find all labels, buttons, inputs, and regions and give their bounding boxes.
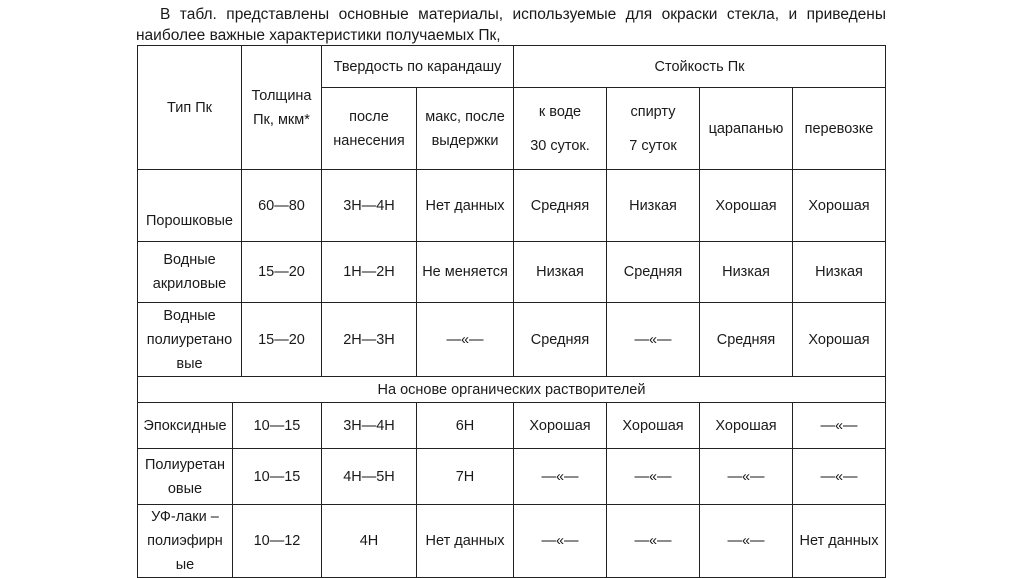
header-resistance: Стойкость Пк xyxy=(514,46,886,88)
header-transport: перевозке xyxy=(793,88,886,170)
row-name-line3: ые xyxy=(175,557,195,573)
row-water: Хорошая xyxy=(514,403,607,449)
row-thickness: 10—15 xyxy=(233,449,322,505)
row-hardness-after: 1H—2H xyxy=(322,242,417,303)
intro-paragraph: В табл. представлены основные материалы, используемые для окраски стекла, и приведены наиболее важные характеристики получаемых Пк, xyxy=(136,6,886,44)
row-hardness-max: Нет данных xyxy=(417,170,514,242)
row-water: Средняя xyxy=(514,170,607,242)
row-water: —«— xyxy=(514,449,607,505)
row-name-line1: Полиуретан xyxy=(144,456,225,473)
row-name-line2: акриловые xyxy=(152,276,227,292)
row-spirit: —«— xyxy=(607,505,700,578)
row-name: Эпоксидные xyxy=(138,403,233,449)
row-name: Порошковые xyxy=(138,170,242,242)
row-transport: —«— xyxy=(793,403,886,449)
header-max-line1: макс, после xyxy=(425,108,505,125)
row-name-line3: вые xyxy=(176,355,203,372)
row-transport: Хорошая xyxy=(793,303,886,377)
header-thickness-line2: Пк, мкм* xyxy=(253,111,310,128)
header-scratch: царапанью xyxy=(700,88,793,170)
row-name xyxy=(138,505,233,578)
row-name-line2: полиуретано xyxy=(146,331,233,348)
header-water xyxy=(514,88,607,170)
row-name-line1: Водные xyxy=(163,252,216,268)
header-water-line2: 30 суток. xyxy=(530,137,590,154)
row-spirit: Низкая xyxy=(607,170,700,242)
row-scratch: Низкая xyxy=(700,242,793,303)
row-name-line1: УФ-лаки – xyxy=(151,509,219,525)
row-spirit: Средняя xyxy=(607,242,700,303)
header-after-line1: после xyxy=(349,108,389,125)
row-hardness-after: 3H—4H xyxy=(322,403,417,449)
section-row xyxy=(138,377,886,403)
row-hardness-after: 3H—4H xyxy=(322,170,417,242)
row-scratch: Средняя xyxy=(700,303,793,377)
row-spirit: —«— xyxy=(607,303,700,377)
row-spirit: —«— xyxy=(607,449,700,505)
header-hardness-after xyxy=(322,88,417,170)
row-spirit: Хорошая xyxy=(607,403,700,449)
row-thickness: 10—12 xyxy=(233,505,322,578)
row-name-line2: полиэфирн xyxy=(147,533,223,549)
row-scratch: —«— xyxy=(700,505,793,578)
row-hardness-after: 2H—3H xyxy=(322,303,417,377)
header-hardness: Твердость по карандашу xyxy=(322,46,514,88)
header-spirit-line2: 7 суток xyxy=(629,137,677,154)
header-water-line1: к воде xyxy=(538,103,582,120)
row-hardness-after: 4H xyxy=(322,505,417,578)
header-hardness-max xyxy=(417,88,514,170)
row-transport: —«— xyxy=(793,449,886,505)
header-after-line2: нанесения xyxy=(333,132,405,149)
row-transport: Нет данных xyxy=(793,505,886,578)
row-scratch: Хорошая xyxy=(700,170,793,242)
header-row-1 xyxy=(138,46,886,88)
header-max-line2: выдержки xyxy=(431,132,499,149)
row-name-line2: овые xyxy=(167,480,203,497)
header-thickness-line1: Толщина xyxy=(251,87,312,104)
table-row xyxy=(138,403,886,449)
row-transport: Низкая xyxy=(793,242,886,303)
row-thickness: 15—20 xyxy=(242,242,322,303)
header-thickness xyxy=(242,46,322,170)
row-hardness-max: 6H xyxy=(417,403,514,449)
row-hardness-max: 7H xyxy=(417,449,514,505)
header-spirit xyxy=(607,88,700,170)
row-water: —«— xyxy=(514,505,607,578)
row-transport: Хорошая xyxy=(793,170,886,242)
row-thickness: 15—20 xyxy=(242,303,322,377)
header-type: Тип Пк xyxy=(138,46,242,170)
row-name xyxy=(138,303,242,377)
table-row xyxy=(138,242,886,303)
row-hardness-after: 4H—5H xyxy=(322,449,417,505)
row-hardness-max: —«— xyxy=(417,303,514,377)
row-water: Средняя xyxy=(514,303,607,377)
row-scratch: Хорошая xyxy=(700,403,793,449)
table-row xyxy=(138,170,886,242)
materials-table xyxy=(137,45,886,578)
table-row xyxy=(138,303,886,377)
section-title: На основе органических растворителей xyxy=(138,377,886,403)
row-scratch: —«— xyxy=(700,449,793,505)
row-thickness: 10—15 xyxy=(233,403,322,449)
header-spirit-line1: спирту xyxy=(630,103,676,120)
table-row xyxy=(138,505,886,578)
row-hardness-max: Не меняется xyxy=(417,242,514,303)
row-hardness-max: Нет данных xyxy=(417,505,514,578)
row-name-line1: Водные xyxy=(163,307,216,324)
row-name xyxy=(138,449,233,505)
row-water: Низкая xyxy=(514,242,607,303)
row-thickness: 60—80 xyxy=(242,170,322,242)
table-row xyxy=(138,449,886,505)
row-name xyxy=(138,242,242,303)
